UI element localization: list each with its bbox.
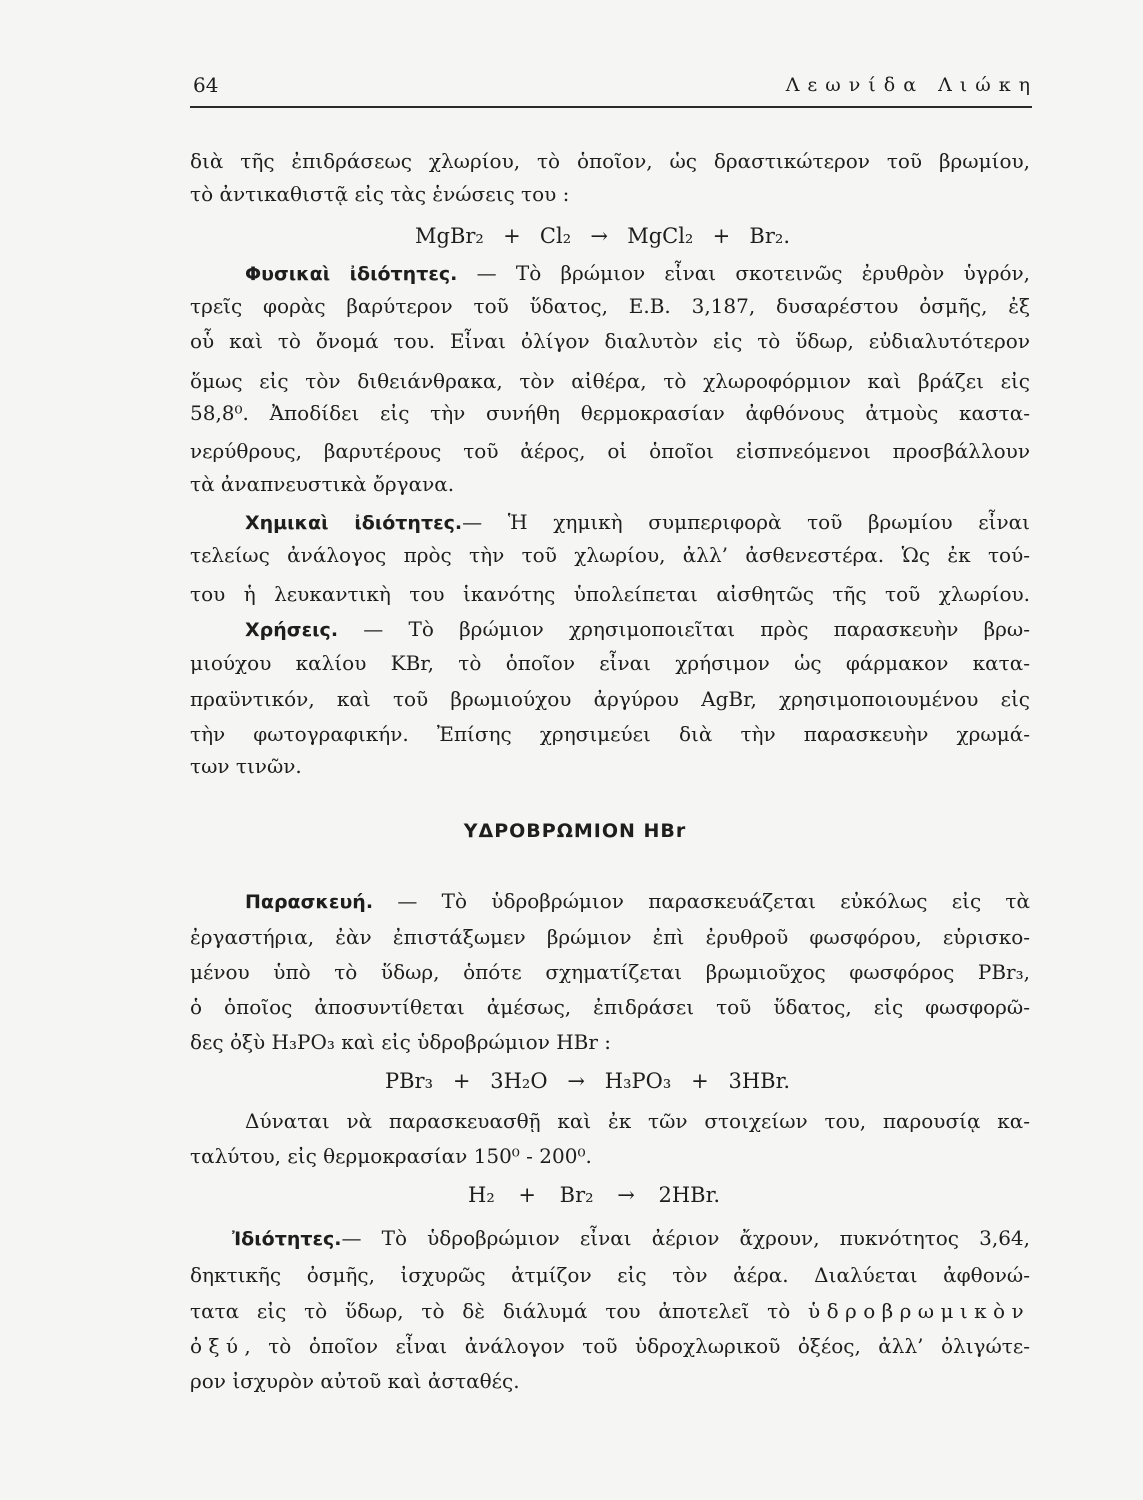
text-fragment: — Τὸ ὑδροβρώμιον εἶναι ἀέριον ἄχρουν, πυκνότητος 3,64, (341, 1226, 1030, 1250)
text-line: νερύθρους, βαρυτέρους τοῦ ἀέρος, οἱ ὁποῖοι εἰσπνεόμενοι προσβάλλουν (190, 439, 1030, 463)
text-line: ρον ἰσχυρὸν αὐτοῦ καὶ ἀσταθές. (190, 1369, 520, 1393)
page-number: 64 (193, 73, 219, 97)
text-line (190, 1331, 1030, 1361)
text-line (190, 1296, 1030, 1326)
text-line: τὴν φωτογραφικήν. Ἐπίσης χρησιμεύει διὰ τὴν παρασκευὴν χρωμά- (190, 722, 1030, 746)
text-line (232, 1223, 1030, 1253)
text-fragment: — Ἡ χημικὴ συμπεριφορὰ τοῦ βρωμίου εἶναι (462, 510, 1030, 534)
run-in-heading: Χρήσεις. (245, 619, 339, 641)
text-line: ταλύτου, εἰς θερμοκρασίαν 150⁰ - 200⁰. (190, 1144, 592, 1168)
header-rule (190, 106, 1032, 108)
text-line (245, 886, 1030, 916)
text-line: δες ὀξὺ H₃PO₃ καὶ εἰς ὑδροβρώμιον HBr : (190, 1030, 612, 1054)
text-line: δηκτικῆς ὀσμῆς, ἰσχυρῶς ἀτμίζον εἰς τὸν ἀέρα. Διαλύεται ἀφθονώ- (190, 1263, 1030, 1287)
chemical-equation: MgBr₂ + Cl₂ → MgCl₂ + Br₂. (415, 224, 790, 248)
run-in-heading: Παρασκευή. (245, 891, 374, 913)
run-in-heading: Ἰδιότητες. (232, 1228, 342, 1250)
text-line: τὰ ἀναπνευστικὰ ὄργανα. (190, 472, 455, 496)
section-heading: ΥΔΡΟΒΡΩΜΙΟΝ HBr (463, 820, 687, 842)
text-line: ὁ ὁποῖος ἀποσυντίθεται ἀμέσως, ἐπιδράσει τοῦ ὕδατος, εἰς φωσφορῶ- (190, 995, 1030, 1019)
chemical-equation: H₂ + Br₂ → 2HBr. (468, 1183, 720, 1207)
text-line: τελείως ἀνάλογος πρὸς τὴν τοῦ χλωρίου, ἀλλ’ ἀσθενεστέρα. Ὡς ἐκ τού- (190, 543, 1030, 567)
text-line (245, 614, 1030, 644)
text-fragment: — Τὸ ὑδροβρώμιον παρασκευάζεται εὐκόλως εἰς τὰ (373, 889, 1030, 913)
text-line: ὅμως εἰς τὸν διθειάνθρακα, τὸν αἰθέρα, τὸ χλωροφόρμιον καὶ βράζει εἰς (190, 369, 1030, 393)
text-line (245, 507, 1030, 537)
text-line: του ἡ λευκαντικὴ του ἱκανότης ὑπολείπεται αἰσθητῶς τῆς τοῦ χλωρίου. (190, 582, 1030, 606)
text-fragment: — Τὸ βρώμιον χρησιμοποιεῖται πρὸς παρασκευὴν βρω- (338, 617, 1030, 641)
text-line: των τινῶν. (190, 754, 302, 778)
running-title: Λεωνίδα Λιώκη (785, 74, 1038, 96)
text-line: διὰ τῆς ἐπιδράσεως χλωρίου, τὸ ὁποῖον, ὡς δραστικώτερον τοῦ βρωμίου, (190, 149, 1030, 173)
text-line: Δύναται νὰ παρασκευασθῇ καὶ ἐκ τῶν στοιχείων του, παρουσίᾳ κα- (245, 1109, 1030, 1133)
run-in-heading: Χημικαὶ ἰδιότητες. (245, 512, 463, 534)
text-fragment: , τὸ ὁποῖον εἶναι ἀνάλογον τοῦ ὑδροχλωρικοῦ ὀξέος, ἀλλ’ ὀλιγώτε- (244, 1334, 1030, 1358)
text-line: μιούχου καλίου KBr, τὸ ὁποῖον εἶναι χρήσιμον ὡς φάρμακον κατα- (190, 651, 1030, 675)
text-line: ἐργαστήρια, ἐὰν ἐπιστάξωμεν βρώμιον ἐπὶ ἐρυθροῦ φωσφόρου, εὑρισκο- (190, 925, 1030, 949)
text-line: οὗ καὶ τὸ ὄνομά του. Εἶναι ὀλίγον διαλυτὸν εἰς τὸ ὕδωρ, εὐδιαλυτότερον (190, 329, 1030, 353)
text-line: τρεῖς φορὰς βαρύτερον τοῦ ὕδατος, Ε.Β. 3,187, δυσαρέστου ὀσμῆς, ἐξ (190, 294, 1030, 318)
text-line: μένου ὑπὸ τὸ ὕδωρ, ὁπότε σχηματίζεται βρωμιοῦχος φωσφόρος PBr₃, (190, 960, 1030, 984)
run-in-heading: Φυσικαὶ ἰδιότητες. (245, 263, 458, 285)
chemical-equation: PBr₃ + 3H₂O → H₃PO₃ + 3HBr. (385, 1069, 790, 1093)
spaced-emphasis: ὑδροβρωμικὸν (808, 1299, 1030, 1323)
text-line: πραϋντικόν, καὶ τοῦ βρωμιούχου ἀργύρου AgBr, χρησιμοποιουμένου εἰς (190, 687, 1030, 711)
spaced-emphasis: ὀξύ (190, 1334, 245, 1358)
text-fragment: τατα εἰς τὸ ὕδωρ, τὸ δὲ διάλυμά του ἀποτελεῖ τὸ (190, 1299, 809, 1323)
text-fragment: — Τὸ βρώμιον εἶναι σκοτεινῶς ἐρυθρὸν ὑγρόν, (457, 261, 1031, 285)
text-line (245, 258, 1030, 288)
text-line: τὸ ἀντικαθιστᾷ εἰς τὰς ἑνώσεις του : (190, 182, 570, 206)
text-line: 58,8⁰. Ἀποδίδει εἰς τὴν συνήθη θερμοκρασίαν ἀφθόνους ἀτμοὺς καστα- (190, 401, 1030, 425)
